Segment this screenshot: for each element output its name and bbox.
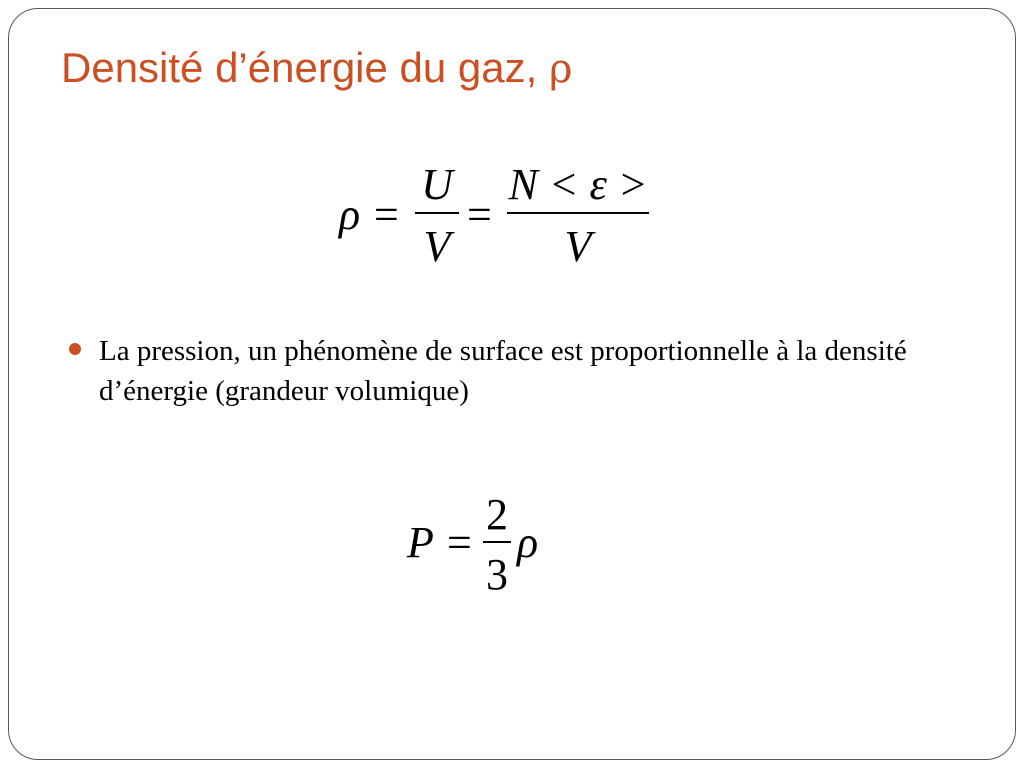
fraction3-denominator: 3 [486, 550, 508, 599]
slide-title-symbol: ρ [548, 46, 573, 92]
equation2-lhs-text: P = [407, 518, 474, 567]
fraction-n-epsilon-over-v [507, 159, 649, 269]
fraction1-denominator-text: V [423, 222, 451, 271]
fraction2-denominator [507, 221, 649, 272]
fraction3-bar [483, 541, 511, 543]
equation1-lhs [339, 189, 401, 240]
fraction1-denominator [415, 221, 459, 272]
fraction-two-thirds [483, 489, 511, 599]
equation2-rhs [517, 517, 538, 568]
equation2-rhs-text: ρ [517, 518, 539, 567]
equation2-lhs [407, 517, 474, 568]
fraction1-numerator-text: U [421, 160, 453, 209]
equation1-lhs-text: ρ = [339, 190, 401, 239]
slide-title [61, 44, 573, 92]
bullet-text: La pression, un phénomène de surface est proportionnelle à la densité d’énergie (grandeur volumique) [99, 335, 907, 407]
fraction2-denominator-text: V [564, 222, 592, 271]
fraction-u-over-v [415, 159, 459, 269]
bullet-dot-icon [69, 343, 81, 355]
pressure-equation [407, 489, 567, 599]
energy-density-equation [339, 159, 659, 269]
slide-title-text: Densité d’énergie du gaz, [61, 44, 549, 91]
fraction1-bar [415, 212, 459, 214]
fraction2-bar [507, 212, 649, 214]
fraction2-numerator [507, 159, 649, 210]
fraction1-numerator [415, 159, 459, 210]
fraction2-numerator-text: N < ε > [508, 160, 648, 209]
slide [8, 8, 1016, 760]
equation1-equals: = [467, 190, 492, 239]
fraction3-numerator: 2 [486, 490, 508, 539]
